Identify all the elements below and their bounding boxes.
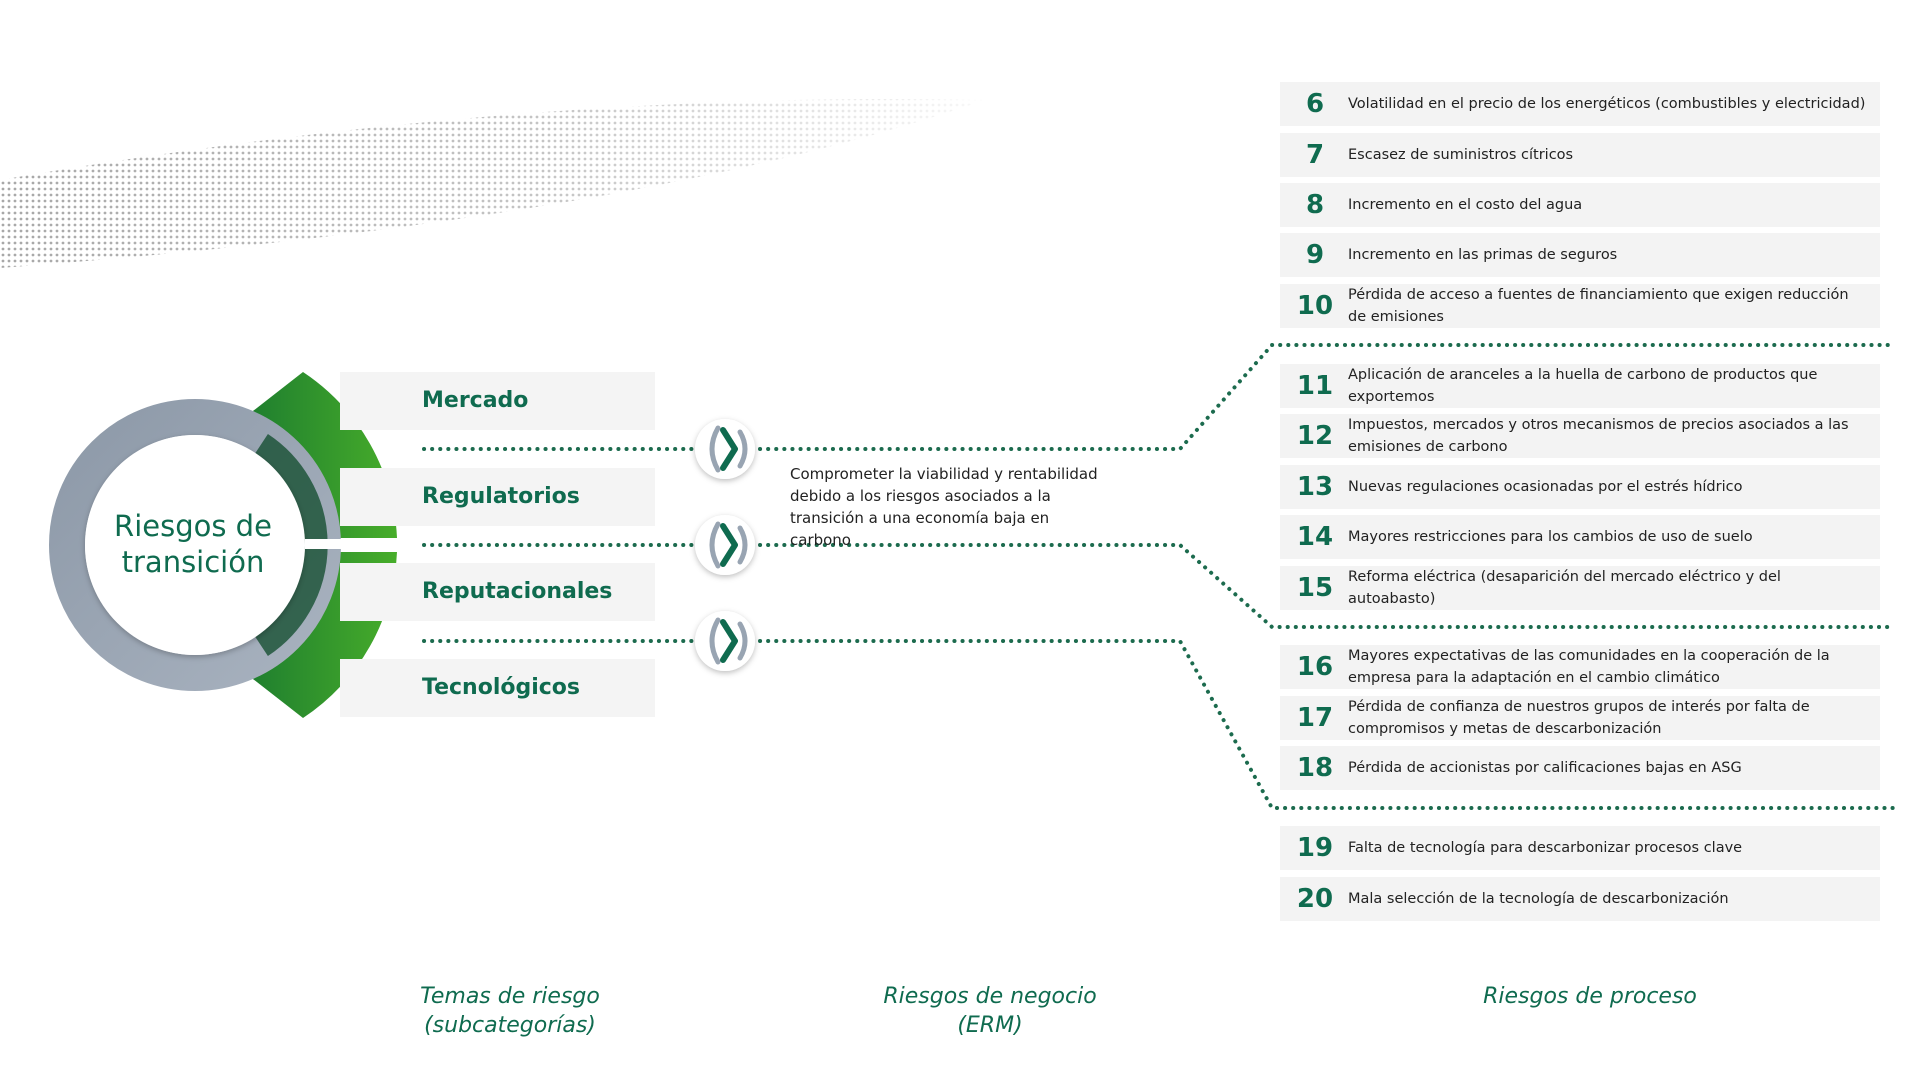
process-risk-row [1280, 133, 1880, 177]
risk-number: 12 [1296, 421, 1334, 451]
risk-number: 8 [1305, 190, 1325, 220]
risk-description: Mala selección de la tecnología de descarbonización [1348, 891, 1729, 907]
process-risk-row [1280, 566, 1880, 610]
risk-number: 16 [1296, 652, 1334, 682]
risk-description: Incremento en el costo del agua [1348, 197, 1583, 213]
risk-number: 17 [1296, 703, 1334, 733]
risk-number: 19 [1296, 833, 1334, 863]
process-risk-row [1280, 183, 1880, 227]
process-risk-row [1280, 82, 1880, 126]
chevron-icon [695, 419, 755, 479]
risk-description: Falta de tecnología para descarbonizar procesos clave [1348, 840, 1743, 856]
subcategory-label: Regulatorios [422, 484, 580, 509]
risk-number: 9 [1305, 240, 1325, 270]
risk-description: Pérdida de confianza de nuestros grupos de interés por falta de compromisos y metas de descarbonización [1348, 699, 1810, 737]
subcategory-mercado [340, 372, 655, 430]
process-risk-row [1280, 746, 1880, 790]
risk-description: Reforma eléctrica (desaparición del mercado eléctrico y del autoabasto) [1348, 569, 1781, 607]
center-title-line2: transición [121, 545, 265, 579]
process-risk-row [1280, 233, 1880, 277]
risk-description: Mayores expectativas de las comunidades en la cooperación de la empresa para la adaptación en el cambio climático [1348, 648, 1830, 686]
risk-number: 15 [1296, 573, 1334, 603]
process-risk-row [1280, 515, 1880, 559]
risk-number: 14 [1296, 522, 1334, 552]
chevron-icon [695, 611, 755, 671]
risk-description: Pérdida de acceso a fuentes de financiamiento que exigen reducción de emisiones [1348, 287, 1849, 325]
process-risk-row [1280, 284, 1880, 328]
center-title-line1: Riesgos de [114, 509, 272, 543]
subcategory-label: Mercado [422, 388, 529, 413]
subcategory-regulatorios [340, 468, 655, 526]
risk-description: Impuestos, mercados y otros mecanismos de precios asociados a las emisiones de carbono [1348, 417, 1849, 455]
process-risk-row [1280, 414, 1880, 458]
subcategory-reputacionales [340, 563, 655, 621]
process-risk-row [1280, 465, 1880, 509]
risk-description: Incremento en las primas de seguros [1348, 247, 1618, 263]
risk-number: 11 [1296, 371, 1334, 401]
footer-line: Temas de riesgo [420, 984, 600, 1009]
risk-number: 18 [1296, 753, 1334, 783]
subcategory-tecnologicos [340, 659, 655, 717]
risk-number: 13 [1296, 472, 1334, 502]
footer-business-risks-label [850, 982, 1130, 1040]
center-title [83, 508, 303, 580]
footer-process-risks-label [1430, 982, 1750, 1011]
risk-description: Mayores restricciones para los cambios de uso de suelo [1348, 529, 1753, 545]
footer-line: Riesgos de proceso [1483, 984, 1697, 1009]
risk-description: Pérdida de accionistas por calificaciones bajas en ASG [1348, 760, 1742, 776]
business-risk-text: Comprometer la viabilidad y rentabilidad debido a los riesgos asociados a la transición a una economía baja en carbono [790, 465, 1098, 549]
footer-line: (subcategorías) [424, 1013, 596, 1038]
risk-description: Escasez de suministros cítricos [1348, 147, 1574, 163]
risk-number: 7 [1305, 140, 1325, 170]
footer-line: (ERM) [957, 1013, 1023, 1038]
chevron-icon [695, 515, 755, 575]
process-risk-row [1280, 696, 1880, 740]
risk-number: 10 [1296, 291, 1334, 321]
risk-description: Volatilidad en el precio de los energéticos (combustibles y electricidad) [1348, 96, 1866, 112]
subcategory-label: Tecnológicos [422, 675, 581, 700]
process-risk-row [1280, 364, 1880, 408]
footer-risk-themes-label [370, 982, 650, 1040]
risk-description: Nuevas regulaciones ocasionadas por el estrés hídrico [1348, 479, 1743, 495]
process-risk-row [1280, 877, 1880, 921]
subcategory-label: Reputacionales [422, 579, 613, 604]
risk-number: 20 [1296, 884, 1334, 914]
risk-description: Aplicación de aranceles a la huella de carbono de productos que exportemos [1348, 367, 1818, 405]
process-risk-row [1280, 645, 1880, 689]
halftone-swoosh [0, 99, 985, 268]
process-risk-row [1280, 826, 1880, 870]
risk-number: 6 [1305, 89, 1325, 119]
footer-line: Riesgos de negocio [883, 984, 1097, 1009]
